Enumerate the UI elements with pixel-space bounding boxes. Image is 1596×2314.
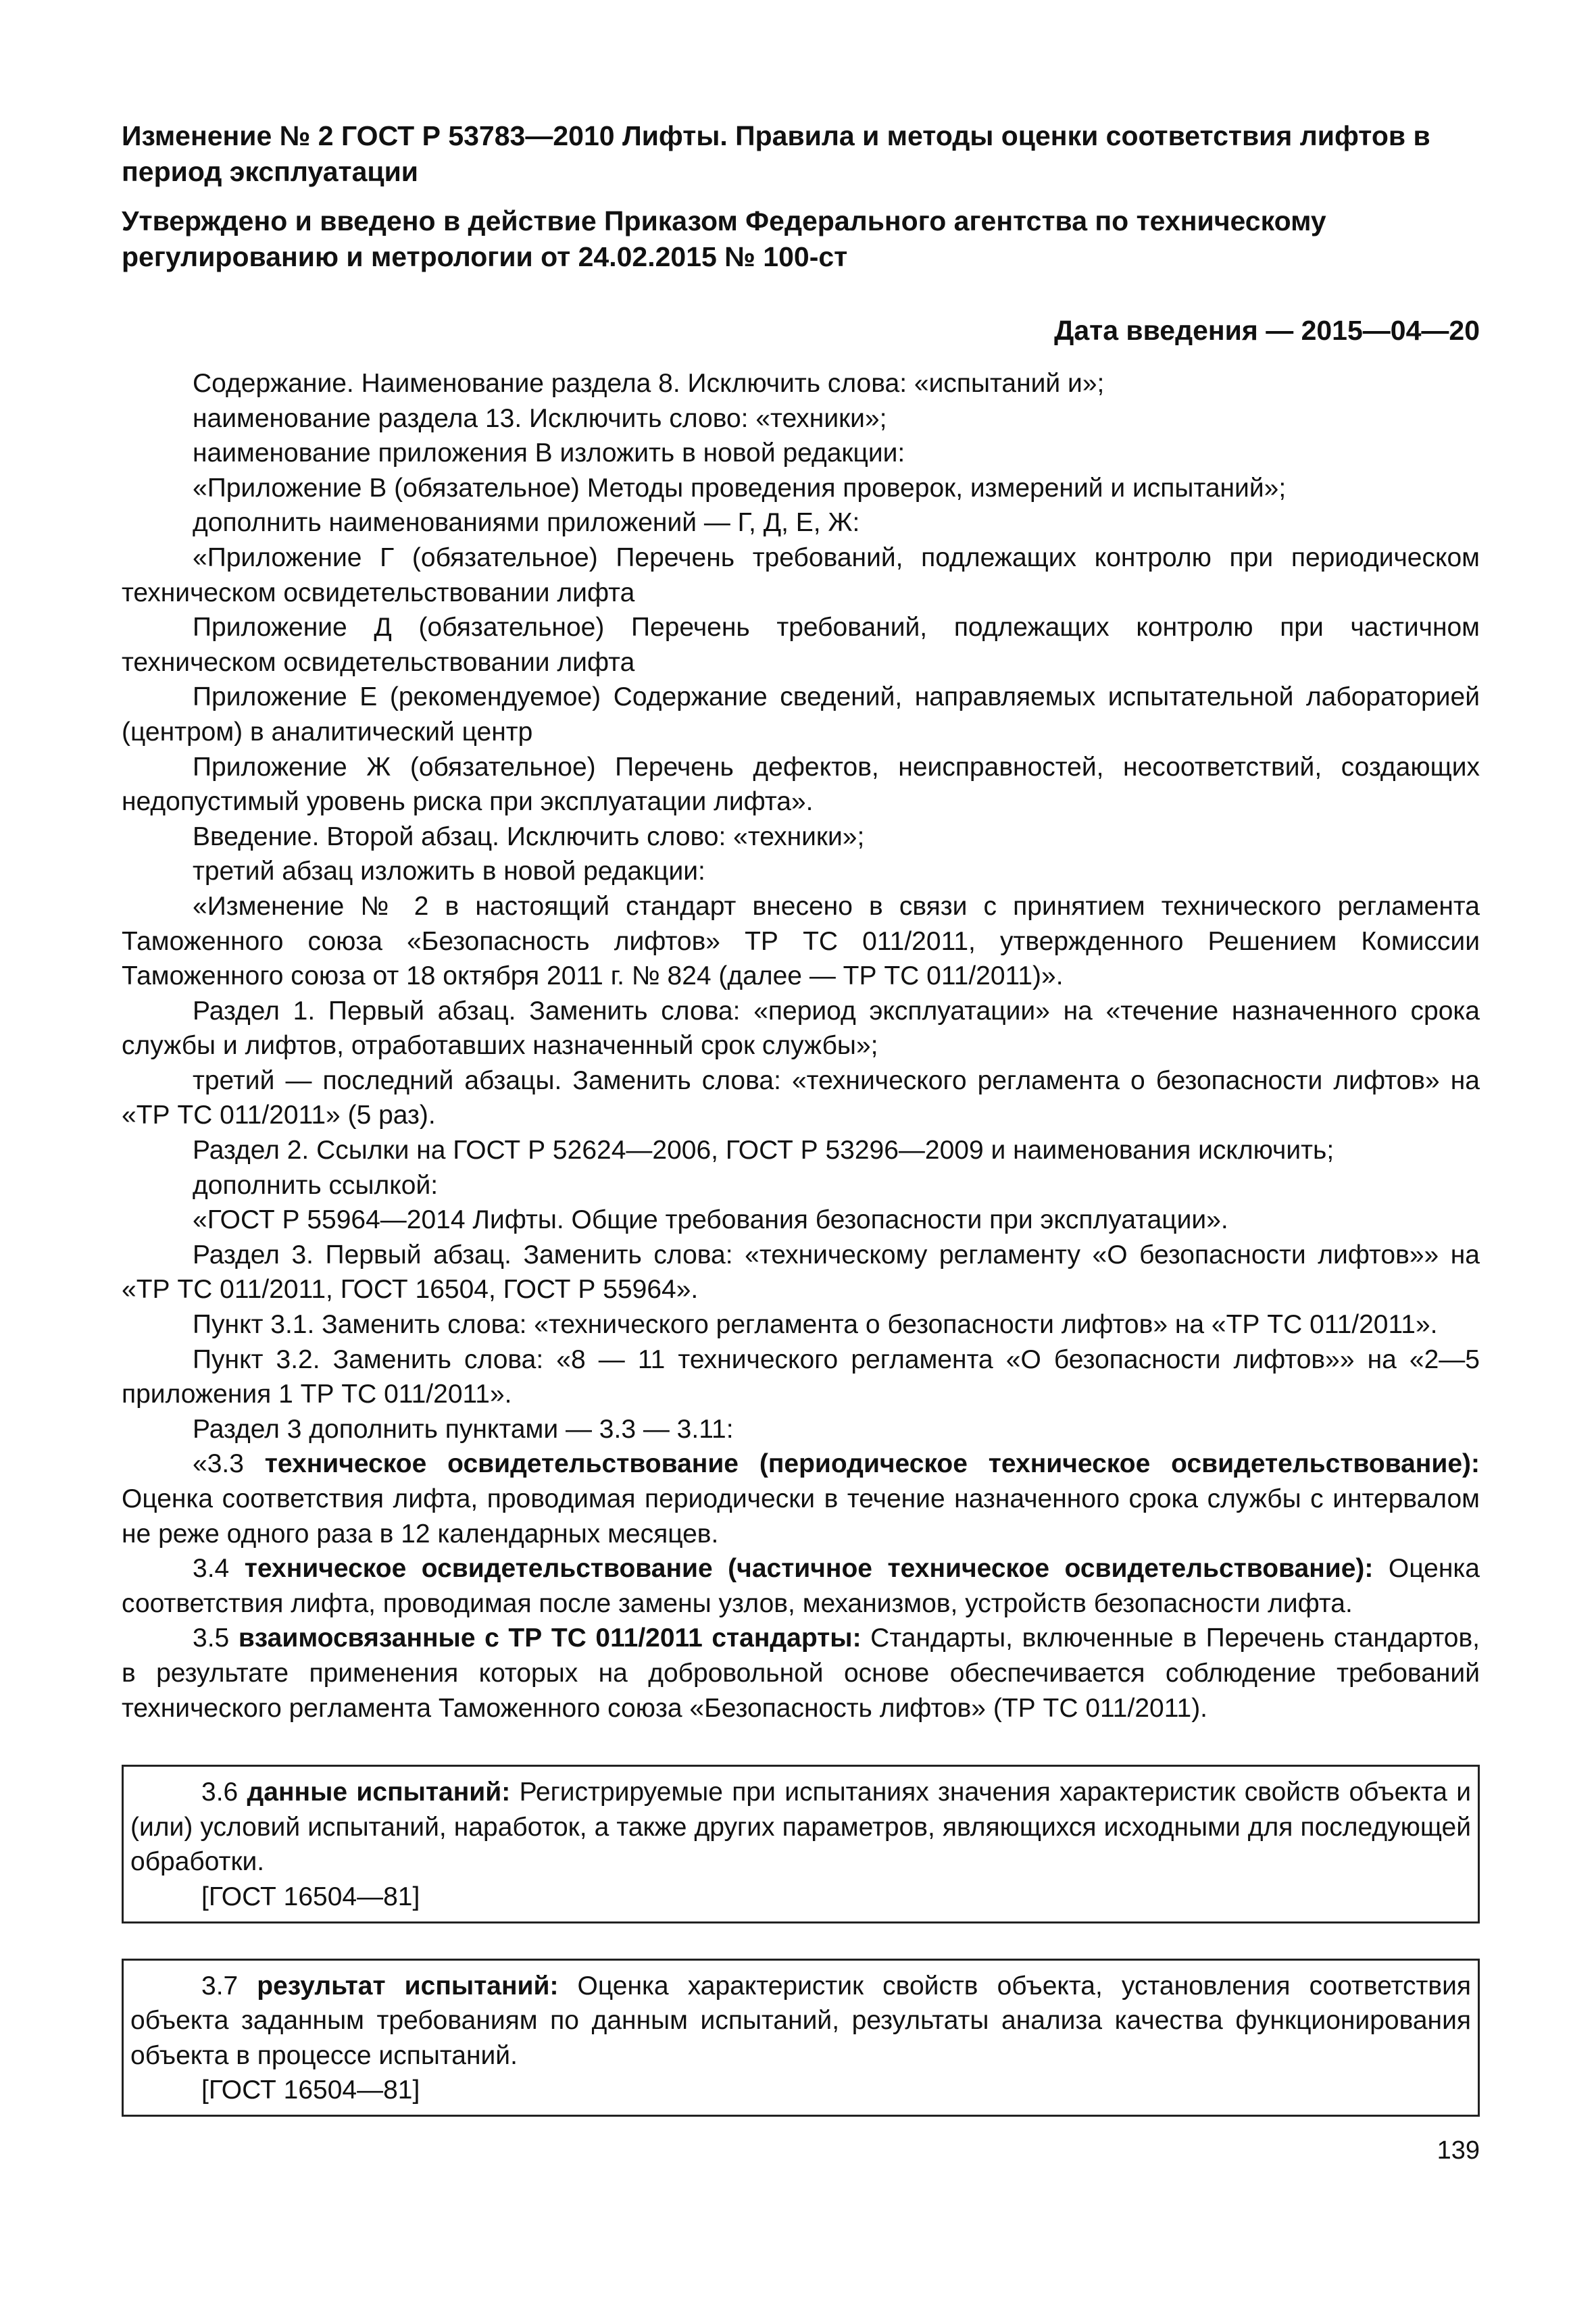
definition-3-7 — [130, 1969, 1471, 2073]
definition-term: техническое освидетельствование (периодическое техническое освидетельствование): — [264, 1449, 1480, 1479]
paragraph: Пункт 3.1. Заменить слова: «технического регламента о безопасности лифтов» на «ТР ТС 011/2011». — [193, 1310, 1438, 1340]
paragraph: третий — последний абзацы. Заменить слова: «технического регламента о безопасности лифтов» на «ТР ТС 011/2011» (5 раз). — [122, 1065, 1480, 1130]
definition-number: «3.3 — [193, 1449, 265, 1479]
definition-3-4 — [122, 1551, 1480, 1621]
document-title: Изменение № 2 ГОСТ Р 53783—2010 Лифты. Правила и методы оценки соответствия лифтов в период эксплуатации — [122, 120, 1430, 187]
paragraph: Раздел 3 дополнить пунктами — 3.3 — 3.11: — [193, 1414, 734, 1444]
paragraph: «Приложение В (обязательное) Методы проведения проверок, измерений и испытаний»; — [193, 473, 1287, 503]
definition-reference: [ГОСТ 16504—81] — [201, 1882, 420, 1911]
paragraph: Приложение Д (обязательное) Перечень требований, подлежащих контролю при частичном техническом освидетельствовании лифта — [122, 613, 1480, 677]
definition-term: результат испытаний: — [257, 1971, 559, 2001]
document-body — [122, 366, 1480, 1726]
paragraph: Приложение Е (рекомендуемое) Содержание сведений, направляемых испытательной лабораторией (центром) в аналитический центр — [122, 682, 1480, 747]
paragraph: Введение. Второй абзац. Исключить слово: «техники»; — [193, 822, 865, 851]
paragraph: «ГОСТ Р 55964—2014 Лифты. Общие требования безопасности при эксплуатации». — [193, 1205, 1228, 1235]
paragraph: дополнить наименованиями приложений — Г, Д, Е, Ж: — [193, 508, 860, 538]
definition-number: 3.7 — [201, 1971, 257, 2001]
paragraph: дополнить ссылкой: — [193, 1170, 439, 1200]
page-number: 139 — [1437, 2136, 1480, 2165]
paragraph: Приложение Ж (обязательное) Перечень дефектов, неисправностей, несоответствий, создающих недопустимый уровень риска при эксплуатации лифта». — [122, 752, 1480, 817]
paragraph: Раздел 1. Первый абзац. Заменить слова: «период эксплуатации» на «течение назначенного срока службы и лифтов, отработавших назначенный срок службы»; — [122, 996, 1480, 1061]
definition-text: Оценка характеристик свойств объекта, установления соответствия объекта заданным требованиям по данным испытаний, результаты анализа качества функционирования объекта в процессе испытаний. — [130, 1971, 1471, 2070]
effective-date: Дата введения — 2015—04—20 — [1054, 315, 1480, 346]
paragraph: Пункт 3.2. Заменить слова: «8 — 11 технического регламента «О безопасности лифтов»» на «2—5 приложения 1 ТР ТС 011/2011». — [122, 1344, 1480, 1409]
definition-number: 3.5 — [193, 1624, 239, 1653]
definition-text: Оценка соответствия лифта, проводимая периодически в течение назначенного срока службы с интервалом не реже одного раза в 12 календарных месяцев. — [122, 1484, 1480, 1549]
paragraph: Раздел 2. Ссылки на ГОСТ Р 52624—2006, ГОСТ Р 53296—2009 и наименования исключить; — [193, 1136, 1335, 1165]
paragraph: третий абзац изложить в новой редакции: — [193, 857, 705, 886]
definition-text: Стандарты, включенные в Перечень стандартов, в результате применения которых на добровольной основе обеспечивается соблюдение требований технического регламента Таможенного союза «Безопасность лифтов» (ТР ТС 011/2011). — [122, 1624, 1480, 1723]
definition-term: техническое освидетельствование (частичное техническое освидетельствование): — [244, 1554, 1374, 1584]
paragraph: наименование раздела 13. Исключить слово: «техники»; — [193, 403, 887, 433]
paragraph: Раздел 3. Первый абзац. Заменить слова: «техническому регламенту «О безопасности лифтов»» на «ТР ТС 011/2011, ГОСТ 16504, ГОСТ Р 55964». — [122, 1240, 1480, 1305]
page-content — [122, 118, 1480, 2117]
definition-text: Регистрируемые при испытаниях значения характеристик свойств объекта и (или) условий испытаний, наработок, а также других параметров, являющихся исходными для последующей обработки. — [130, 1778, 1471, 1877]
paragraph: «Приложение Г (обязательное) Перечень требований, подлежащих контролю при периодическом техническом освидетельствовании лифта — [122, 543, 1480, 607]
paragraph: Содержание. Наименование раздела 8. Исключить слова: «испытаний и»; — [193, 369, 1105, 398]
definition-text: Оценка соответствия лифта, проводимая после замены узлов, механизмов, устройств безопасности лифта. — [122, 1554, 1480, 1618]
definition-number: 3.4 — [193, 1554, 245, 1584]
definition-term: данные испытаний: — [247, 1778, 511, 1807]
definition-3-6 — [130, 1775, 1471, 1880]
definition-box-3-7 — [122, 1959, 1480, 2117]
definition-reference: [ГОСТ 16504—81] — [201, 2076, 420, 2105]
definition-number: 3.6 — [201, 1778, 247, 1807]
approval-statement: Утверждено и введено в действие Приказом Федерального агентства по техническому регулированию и метрологии от 24.02.2015 № 100-ст — [122, 205, 1326, 272]
definition-3-5 — [122, 1621, 1480, 1726]
definition-3-3 — [122, 1447, 1480, 1551]
paragraph: «Изменение № 2 в настоящий стандарт внесено в связи с принятием технического регламента Таможенного союза «Безопасность лифтов» ТР ТС 011/2011, утвержденного Решением Комиссии Таможенного союза от 18 октября 2011 г. № 824 (далее — ТР ТС 011/2011)». — [122, 891, 1480, 991]
definition-box-3-6 — [122, 1765, 1480, 1923]
definition-term: взаимосвязанные с ТР ТС 011/2011 стандарты: — [238, 1624, 862, 1653]
paragraph: наименование приложения В изложить в новой редакции: — [193, 438, 905, 468]
